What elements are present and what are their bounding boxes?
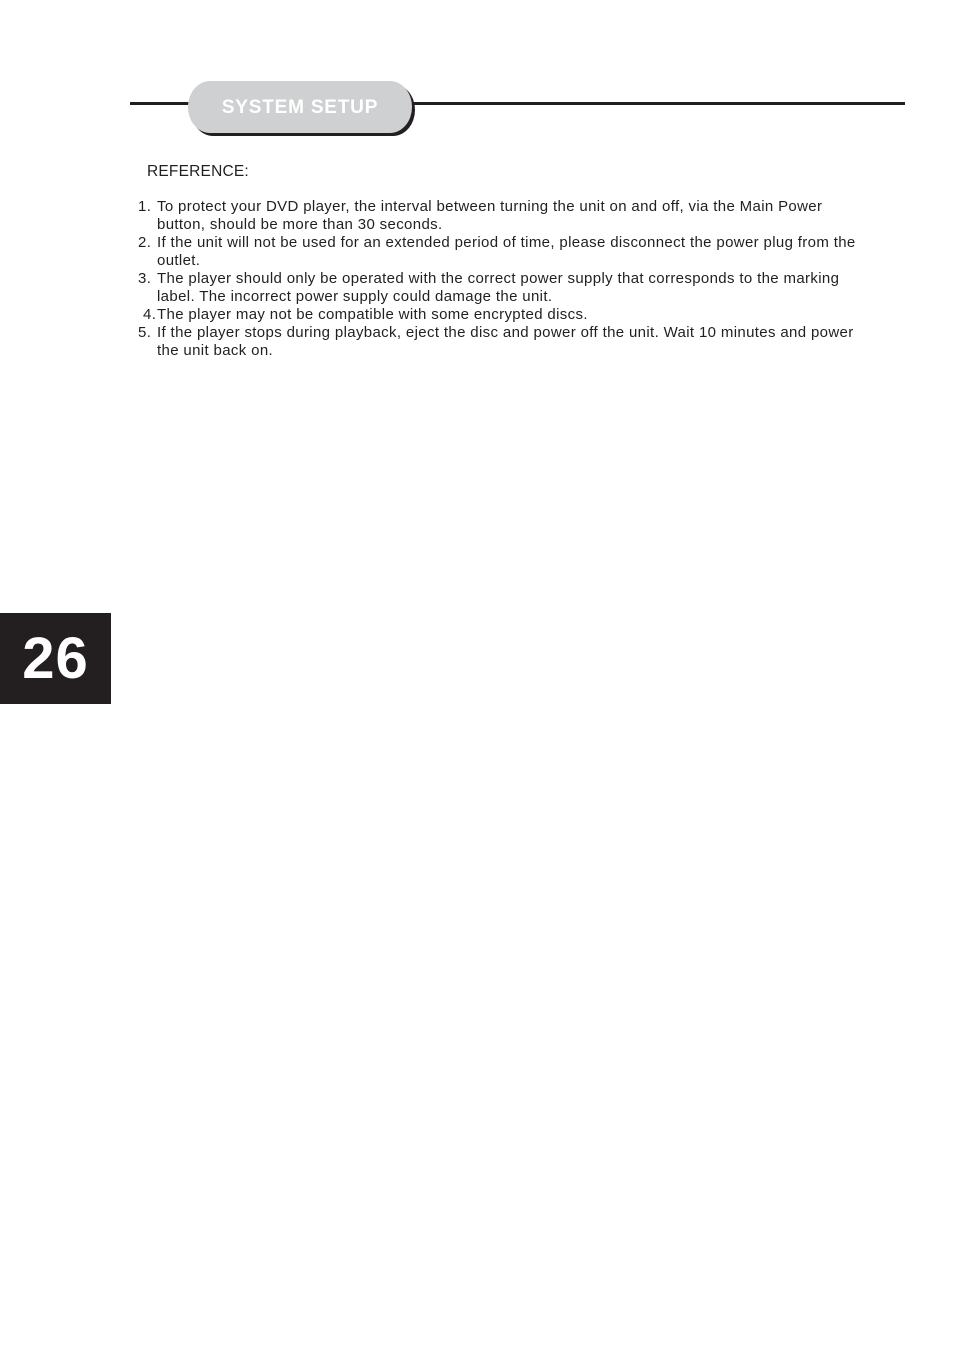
note-number: 4. bbox=[143, 306, 157, 323]
note-item-3 bbox=[138, 270, 868, 306]
note-item-4 bbox=[138, 306, 868, 324]
note-text: If the unit will not be used for an extended period of time, please disconnect the power plug from the outlet. bbox=[157, 234, 856, 269]
page-number: 26 bbox=[22, 626, 89, 691]
section-title: SYSTEM SETUP bbox=[221, 97, 379, 118]
page-number-tab bbox=[0, 613, 111, 704]
note-text: The player should only be operated with the correct power supply that corresponds to the marking label. The incorrect power supply could damage the unit. bbox=[157, 270, 840, 305]
note-number: 5. bbox=[138, 324, 152, 341]
reference-notes-list bbox=[138, 198, 868, 360]
note-text: If the player stops during playback, eject the disc and power off the unit. Wait 10 minutes and power the unit back on. bbox=[157, 324, 854, 359]
note-number: 2. bbox=[138, 234, 152, 251]
header-rule-left bbox=[130, 102, 192, 105]
note-item-2 bbox=[138, 234, 868, 270]
reference-heading: REFERENCE: bbox=[147, 163, 249, 180]
note-number: 3. bbox=[138, 270, 152, 287]
note-text: To protect your DVD player, the interval between turning the unit on and off, via the Main Power button, should be more than 30 seconds. bbox=[157, 198, 823, 233]
header-rule-right bbox=[410, 102, 905, 105]
note-item-5 bbox=[138, 324, 868, 360]
note-number: 1. bbox=[138, 198, 152, 215]
note-text: The player may not be compatible with some encrypted discs. bbox=[157, 306, 588, 323]
section-tab bbox=[188, 81, 412, 133]
note-item-1 bbox=[138, 198, 868, 234]
